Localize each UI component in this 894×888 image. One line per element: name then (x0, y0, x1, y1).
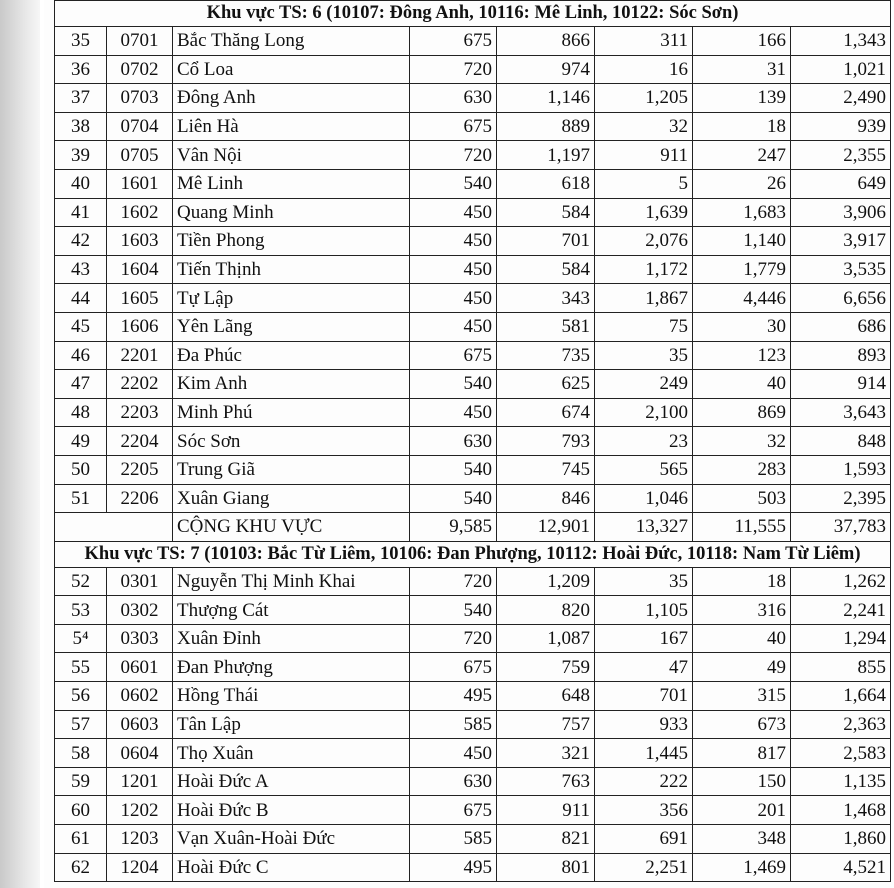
table-row (55, 255, 891, 284)
table-cell: Mê Linh (173, 169, 410, 198)
table-row (55, 341, 891, 370)
table-cell: 35 (595, 567, 693, 596)
table-cell: 1604 (107, 255, 173, 284)
table-cell: 1203 (107, 825, 173, 854)
table-cell: 2205 (107, 455, 173, 484)
table-cell: 720 (410, 624, 497, 653)
total-cell: 9,585 (410, 513, 497, 542)
table-cell: 933 (595, 710, 693, 739)
table-cell: 4,521 (791, 853, 891, 882)
table-cell: Cổ Loa (173, 55, 410, 84)
table-cell: 1,294 (791, 624, 891, 653)
table-cell: Hoài Đức C (173, 853, 410, 882)
table-row (55, 227, 891, 256)
table-cell: 675 (410, 653, 497, 682)
table-cell: 911 (497, 796, 595, 825)
table-cell: 150 (693, 767, 791, 796)
table-cell: 40 (693, 370, 791, 399)
table-cell: 55 (55, 653, 107, 682)
table-cell: Tiến Thịnh (173, 255, 410, 284)
table-cell: 1,021 (791, 55, 891, 84)
table-cell: 30 (693, 312, 791, 341)
table-cell: 630 (410, 767, 497, 796)
table-cell: Xuân Đỉnh (173, 624, 410, 653)
table-cell: 61 (55, 825, 107, 854)
table-cell: 701 (595, 682, 693, 711)
table-cell: 16 (595, 55, 693, 84)
total-cell: 13,327 (595, 513, 693, 542)
table-row (55, 624, 891, 653)
table-cell: Tân Lập (173, 710, 410, 739)
table-cell: 18 (693, 567, 791, 596)
table-cell: 686 (791, 312, 891, 341)
table-cell: 36 (55, 55, 107, 84)
table-cell: 540 (410, 370, 497, 399)
table-cell: 32 (595, 112, 693, 141)
region-header-row (55, 1, 891, 27)
table-cell: 495 (410, 853, 497, 882)
table-cell: 1,445 (595, 739, 693, 768)
table-cell: 820 (497, 596, 595, 625)
enrollment-table (54, 0, 891, 882)
table-cell: 37 (55, 84, 107, 113)
total-cell: 11,555 (693, 513, 791, 542)
table-cell: 62 (55, 853, 107, 882)
table-cell: Xuân Giang (173, 484, 410, 513)
table-cell: 1603 (107, 227, 173, 256)
total-cell: 12,901 (497, 513, 595, 542)
total-cell: 37,783 (791, 513, 891, 542)
table-cell: 911 (595, 141, 693, 170)
table-cell: 2206 (107, 484, 173, 513)
table-cell: 2,583 (791, 739, 891, 768)
document-sheet (44, 0, 894, 888)
table-cell: 2,490 (791, 84, 891, 113)
table-row (55, 596, 891, 625)
table-cell: 1201 (107, 767, 173, 796)
table-cell: 1,205 (595, 84, 693, 113)
table-cell: 2203 (107, 398, 173, 427)
empty-cell (55, 513, 173, 542)
table-cell: 648 (497, 682, 595, 711)
table-cell: 540 (410, 455, 497, 484)
table-cell: 249 (595, 370, 693, 399)
table-cell: 1,593 (791, 455, 891, 484)
table-cell: 630 (410, 84, 497, 113)
table-row (55, 653, 891, 682)
table-cell: 247 (693, 141, 791, 170)
table-cell: 1606 (107, 312, 173, 341)
table-cell: 914 (791, 370, 891, 399)
table-cell: 201 (693, 796, 791, 825)
table-cell: 1204 (107, 853, 173, 882)
region-header-row (55, 541, 891, 567)
table-row (55, 398, 891, 427)
table-cell: 675 (410, 341, 497, 370)
table-cell: 222 (595, 767, 693, 796)
table-cell: Đan Phượng (173, 653, 410, 682)
table-cell: 44 (55, 284, 107, 313)
table-cell: 2,100 (595, 398, 693, 427)
table-cell: 315 (693, 682, 791, 711)
table-cell: 47 (595, 653, 693, 682)
table-cell: 745 (497, 455, 595, 484)
region-title: Khu vực TS: 7 (10103: Bắc Từ Liêm, 10106: Đan Phượng, 10112: Hoài Đức, 10118: Nam Từ Liêm) (55, 541, 891, 567)
table-cell: 39 (55, 141, 107, 170)
table-row (55, 710, 891, 739)
table-cell: 47 (55, 370, 107, 399)
table-cell: 1,867 (595, 284, 693, 313)
table-cell: 540 (410, 596, 497, 625)
table-cell: 618 (497, 169, 595, 198)
table-cell: 26 (693, 169, 791, 198)
table-cell: 1202 (107, 796, 173, 825)
table-cell: 2,241 (791, 596, 891, 625)
table-row (55, 796, 891, 825)
table-cell: 166 (693, 27, 791, 56)
table-cell: 50 (55, 455, 107, 484)
table-cell: 52 (55, 567, 107, 596)
table-cell: 2,076 (595, 227, 693, 256)
table-cell: Đa Phúc (173, 341, 410, 370)
table-cell: 893 (791, 341, 891, 370)
table-cell: Vân Nội (173, 141, 410, 170)
table-cell: 3,535 (791, 255, 891, 284)
table-row (55, 739, 891, 768)
table-cell: Tự Lập (173, 284, 410, 313)
table-cell: 495 (410, 682, 497, 711)
table-cell: 1,639 (595, 198, 693, 227)
table-cell: 585 (410, 710, 497, 739)
table-row (55, 825, 891, 854)
table-cell: 42 (55, 227, 107, 256)
table-cell: 311 (595, 27, 693, 56)
table-cell: 0705 (107, 141, 173, 170)
table-cell: 2202 (107, 370, 173, 399)
table-cell: 1,197 (497, 141, 595, 170)
table-cell: 0302 (107, 596, 173, 625)
table-cell: 503 (693, 484, 791, 513)
table-cell: 48 (55, 398, 107, 427)
table-cell: 40 (693, 624, 791, 653)
table-cell: 1,135 (791, 767, 891, 796)
table-cell: 167 (595, 624, 693, 653)
table-cell: 866 (497, 27, 595, 56)
table-cell: 2,395 (791, 484, 891, 513)
table-row (55, 767, 891, 796)
table-cell: 0702 (107, 55, 173, 84)
table-cell: Quang Minh (173, 198, 410, 227)
table-cell: Sóc Sơn (173, 427, 410, 456)
table-row (55, 112, 891, 141)
table-cell: 2,363 (791, 710, 891, 739)
table-cell: 3,906 (791, 198, 891, 227)
table-cell: 0602 (107, 682, 173, 711)
table-cell: 1,469 (693, 853, 791, 882)
table-row (55, 370, 891, 399)
table-cell: 801 (497, 853, 595, 882)
table-cell: Tiền Phong (173, 227, 410, 256)
table-cell: 321 (497, 739, 595, 768)
table-cell: 316 (693, 596, 791, 625)
table-cell: 584 (497, 255, 595, 284)
table-cell: 1605 (107, 284, 173, 313)
table-cell: 0703 (107, 84, 173, 113)
table-row (55, 169, 891, 198)
table-cell: 1,343 (791, 27, 891, 56)
table-cell: 1,860 (791, 825, 891, 854)
table-cell: 1,779 (693, 255, 791, 284)
table-cell: Hoài Đức A (173, 767, 410, 796)
table-cell: 356 (595, 796, 693, 825)
table-row (55, 455, 891, 484)
table-cell: 41 (55, 198, 107, 227)
table-row (55, 682, 891, 711)
table-cell: 58 (55, 739, 107, 768)
table-cell: 0603 (107, 710, 173, 739)
table-cell: 46 (55, 341, 107, 370)
table-cell: 585 (410, 825, 497, 854)
table-cell: 675 (410, 27, 497, 56)
table-cell: 540 (410, 484, 497, 513)
table-cell: 4,446 (693, 284, 791, 313)
table-cell: Thượng Cát (173, 596, 410, 625)
table-cell: 1,140 (693, 227, 791, 256)
table-cell: 821 (497, 825, 595, 854)
table-cell: 817 (693, 739, 791, 768)
table-cell: 793 (497, 427, 595, 456)
table-cell: Kim Anh (173, 370, 410, 399)
table-row (55, 484, 891, 513)
table-cell: 974 (497, 55, 595, 84)
table-cell: 691 (595, 825, 693, 854)
table-cell: 53 (55, 596, 107, 625)
table-cell: Hồng Thái (173, 682, 410, 711)
table-cell: 43 (55, 255, 107, 284)
table-cell: Vạn Xuân-Hoài Đức (173, 825, 410, 854)
table-cell: 674 (497, 398, 595, 427)
table-cell: 348 (693, 825, 791, 854)
table-cell: 1,087 (497, 624, 595, 653)
table-row (55, 312, 891, 341)
table-cell: Đông Anh (173, 84, 410, 113)
table-cell: 757 (497, 710, 595, 739)
table-cell: 1,262 (791, 567, 891, 596)
table-cell: 630 (410, 427, 497, 456)
table-cell: 450 (410, 398, 497, 427)
table-cell: 1,172 (595, 255, 693, 284)
table-cell: 38 (55, 112, 107, 141)
table-cell: 889 (497, 112, 595, 141)
table-cell: Thọ Xuân (173, 739, 410, 768)
page-edge-shadow (0, 0, 40, 888)
table-cell: 720 (410, 55, 497, 84)
table-cell: 0601 (107, 653, 173, 682)
region-total-row (55, 513, 891, 542)
table-cell: 1,046 (595, 484, 693, 513)
total-label: CỘNG KHU VỰC (173, 513, 410, 542)
table-cell: 0701 (107, 27, 173, 56)
table-cell: 0303 (107, 624, 173, 653)
table-cell: 450 (410, 255, 497, 284)
table-cell: 649 (791, 169, 891, 198)
table-cell: 673 (693, 710, 791, 739)
table-cell: 1,683 (693, 198, 791, 227)
table-cell: 35 (55, 27, 107, 56)
table-row (55, 853, 891, 882)
table-cell: 2204 (107, 427, 173, 456)
table-cell: 675 (410, 796, 497, 825)
table-row (55, 198, 891, 227)
table-cell: 1,664 (791, 682, 891, 711)
table-cell: 40 (55, 169, 107, 198)
table-cell: 720 (410, 141, 497, 170)
table-cell: 32 (693, 427, 791, 456)
table-cell: 1601 (107, 169, 173, 198)
region-title: Khu vực TS: 6 (10107: Đông Anh, 10116: Mê Linh, 10122: Sóc Sơn) (55, 1, 891, 27)
table-cell: 18 (693, 112, 791, 141)
table-cell: Liên Hà (173, 112, 410, 141)
table-cell: 581 (497, 312, 595, 341)
table-row (55, 567, 891, 596)
table-cell: Yên Lãng (173, 312, 410, 341)
table-cell: 1,105 (595, 596, 693, 625)
table-cell: 2,355 (791, 141, 891, 170)
table-row (55, 55, 891, 84)
table-cell: 0301 (107, 567, 173, 596)
table-cell: 1,209 (497, 567, 595, 596)
table-cell: 2201 (107, 341, 173, 370)
table-cell: 139 (693, 84, 791, 113)
table-cell: 735 (497, 341, 595, 370)
table-cell: 283 (693, 455, 791, 484)
table-cell: 123 (693, 341, 791, 370)
table-cell: 31 (693, 55, 791, 84)
table-cell: 848 (791, 427, 891, 456)
table-cell: 5 (595, 169, 693, 198)
table-cell: 6,656 (791, 284, 891, 313)
table-body (55, 1, 891, 882)
table-cell: 1602 (107, 198, 173, 227)
table-cell: 450 (410, 284, 497, 313)
table-cell: 3,643 (791, 398, 891, 427)
table-row (55, 27, 891, 56)
table-cell: 855 (791, 653, 891, 682)
table-cell: 759 (497, 653, 595, 682)
table-cell: 846 (497, 484, 595, 513)
table-cell: 49 (55, 427, 107, 456)
table-cell: 45 (55, 312, 107, 341)
table-cell: 35 (595, 341, 693, 370)
table-cell: 565 (595, 455, 693, 484)
table-cell: Bắc Thăng Long (173, 27, 410, 56)
table-cell: 450 (410, 739, 497, 768)
table-cell: 49 (693, 653, 791, 682)
table-cell: 1,468 (791, 796, 891, 825)
table-cell: Trung Giã (173, 455, 410, 484)
table-cell: 0604 (107, 739, 173, 768)
table-cell: 450 (410, 227, 497, 256)
table-cell: 5⁴ (55, 624, 107, 653)
table-cell: 51 (55, 484, 107, 513)
table-cell: 584 (497, 198, 595, 227)
table-cell: 450 (410, 312, 497, 341)
table-cell: 540 (410, 169, 497, 198)
table-cell: 450 (410, 198, 497, 227)
table-cell: Nguyễn Thị Minh Khai (173, 567, 410, 596)
table-row (55, 284, 891, 313)
table-cell: 675 (410, 112, 497, 141)
table-cell: 57 (55, 710, 107, 739)
table-cell: 0704 (107, 112, 173, 141)
table-cell: 56 (55, 682, 107, 711)
table-cell: 720 (410, 567, 497, 596)
table-cell: Minh Phú (173, 398, 410, 427)
table-cell: 763 (497, 767, 595, 796)
table-cell: 2,251 (595, 853, 693, 882)
table-cell: 60 (55, 796, 107, 825)
table-cell: 625 (497, 370, 595, 399)
table-cell: 939 (791, 112, 891, 141)
table-cell: 59 (55, 767, 107, 796)
table-cell: 75 (595, 312, 693, 341)
table-cell: 1,146 (497, 84, 595, 113)
table-cell: 23 (595, 427, 693, 456)
table-cell: 343 (497, 284, 595, 313)
table-row (55, 427, 891, 456)
table-row (55, 141, 891, 170)
table-cell: Hoài Đức B (173, 796, 410, 825)
table-row (55, 84, 891, 113)
table-cell: 701 (497, 227, 595, 256)
table-cell: 3,917 (791, 227, 891, 256)
table-cell: 869 (693, 398, 791, 427)
